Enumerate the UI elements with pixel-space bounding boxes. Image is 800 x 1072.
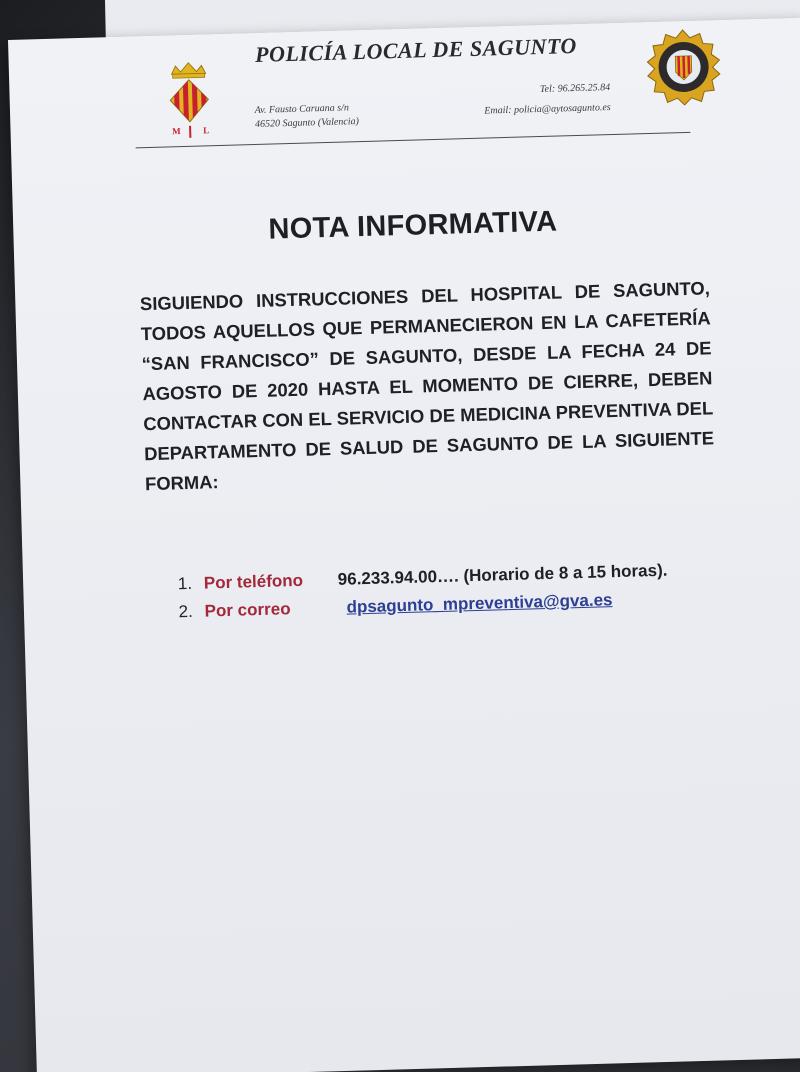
document-title: NOTA INFORMATIVA	[268, 205, 558, 246]
svg-text:M: M	[172, 126, 181, 137]
address-line-1: Av. Fausto Caruana s/n	[254, 102, 350, 116]
svg-text:L: L	[203, 125, 210, 136]
address-line-2: 46520 Sagunto (Valencia)	[254, 116, 360, 130]
sagunto-crest-icon	[165, 59, 213, 140]
phone-method-value: 96.233.94.00…. (Horario de 8 a 15 horas).	[337, 560, 668, 589]
list-number: 1.	[177, 573, 193, 594]
contact-methods-list	[178, 559, 739, 631]
email-method-link[interactable]: dpsagunto_mpreventiva@gva.es	[346, 590, 613, 617]
list-number: 2.	[178, 601, 194, 622]
police-badge-icon	[643, 27, 725, 107]
notice-body: SIGUIENDO INSTRUCCIONES DEL HOSPITAL DE SAGUNTO, TODOS AQUELLOS QUE PERMANECIERON EN LA CAFETERÍA “SAN FRANCISCO” DE SAGUNTO, DESDE LA FECHA 24 DE AGOSTO DE 2020 HASTA EL MOMENTO DE CIERRE, DEBEN CONTACTAR CON EL SERVICIO DE MEDICINA PREVENTIVA DEL DEPARTAMENTO DE SALUD DE SAGUNTO DE LA SIGUIENTE FORMA:	[139, 277, 715, 495]
email-method-label: Por correo	[204, 599, 291, 621]
phone-number: Tel: 96.265.25.84	[539, 82, 611, 96]
email-address: Email: policia@aytosagunto.es	[484, 102, 611, 117]
organization-name: POLICÍA LOCAL DE SAGUNTO	[254, 32, 578, 67]
address-block	[254, 101, 359, 132]
phone-method-label: Por teléfono	[203, 570, 304, 593]
contact-block	[460, 78, 611, 122]
header-divider	[136, 132, 691, 148]
